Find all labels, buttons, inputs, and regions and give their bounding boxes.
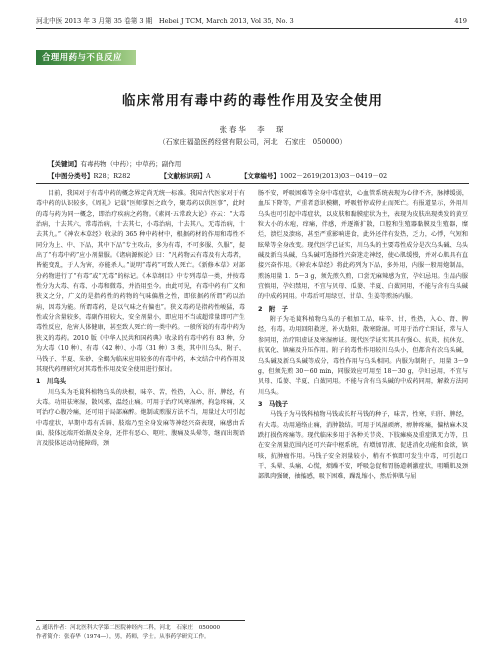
doc-code-value: A: [206, 172, 211, 180]
section-heading: 2 附 子: [258, 304, 289, 313]
article-id-item: [241, 172, 401, 180]
footnote: [36, 620, 245, 641]
keywords-row: [48, 158, 463, 170]
header-divider: [36, 183, 469, 184]
section-heading: 1 川乌头: [36, 377, 67, 386]
article-id-label: 【文章编号】: [240, 172, 280, 180]
paragraph: 目前，我国对于有毒中药的概念界定尚无统一标准。我国古代医家对于有毒中药的认识较多，《周礼》记载“医师掌医之政令，聚毒药以供医事”，此时的毒与药为同一概念，即治疗疾病之药物。《素问·五常政大论》亦云：“大毒治病，十去其六，常毒治病，十去其七，小毒治病，十去其八，无毒治病，十去其九。”《神农本草经》收录的 365 种中药材中，根据药材的作用和毒性不同分为上、中、下品，其中下品“专主攻击，多为有毒，不可多服、久服”，提出了“有毒中药”应小剂量服。《诸病源候论》曰：“凡药物云有毒及有大毒者，皆能变乱，于人为害，亦能杀人。”说明“毒药”可致人死亡。《新修本草》对部分药物进行了“有毒”或“无毒”的标记。《本草纲目》中专列毒草一类，并按毒性分为大毒、有毒、小毒和微毒，并沿用至今。由此可见，有毒中药有广义和狭义之分，广义的是指药性的药物的气味偏胜之性，即依据药所谓“药以治病，因毒为能。所谓毒药，是以气味之有偏也”。狭义毒药是指药性峻猛，毒性或分含量较多，毒副作用较大，安全剂量小，即应用不当或超常量即可产生毒性反应，危害人体健康，甚至致人死亡的一类中药。一般所说的有毒中药为狭义的毒药。2010 版《中华人民共和国药典》收录的有毒中药有 83 种，分为大毒（10 种）、有毒（42 种）、小毒（31 种）3 类，其中川乌头、附子、马钱子、半夏、朱砂、全蝎为临床应用较多的有毒中药，本文结合中药作用及其现代药理研究对其毒性作用及安全使用进行探讨。: [36, 190, 245, 373]
doc-code-item: [161, 172, 225, 180]
left-text-column: [36, 189, 245, 450]
article-id-value: 1002－2619(2013)03－0419－02: [279, 172, 388, 180]
author-affiliation: （石家庄福盈医药经营有限公司，河北 石家庄 050000）: [158, 138, 347, 146]
doc-code-label: 【文献标识码】: [160, 172, 207, 180]
running-header: [36, 14, 469, 29]
section-banner: 合理用药与不良反应: [36, 50, 136, 65]
keywords-text: 有毒药物（中药）；中草药；副作用: [80, 160, 182, 168]
article-authors: 张春华 李 琛: [219, 125, 286, 134]
article-title: 临床常用有毒中药的毒性作用及安全使用: [122, 93, 383, 109]
clc-item: [48, 172, 144, 180]
paragraph: 川乌头为毛茛科植物乌头的块根，味辛、苦，性热，入心、肝、脾经，有大毒。功用祛寒湿，散风邪，温经止痛。可用于治疗风寒湿痹，拘急疼痛，又可治疗心腹冷痛，还可用于局部麻醉。炮制或煎服方法不当，用量过大可引起中毒症状，早期中毒有舌唇、肢端乃至全身发麻等神经兴奋表现，麻感由舌面、肢体远端开始渐及全身，还伴有恶心、呕吐、腹痛及头晕等，继而出现语言及肢体运动功能障碍，颈: [36, 388, 245, 448]
paragraph: 附子为毛茛科植物乌头的子根加工品，味辛、甘，性热，入心、肾、脾经，有毒。功用回阳救逆，补火助阳，散寒除湿。可用于治疗亡阳证，常与人参同用，治疗阳虚证及寒湿痹证。现代医学证实其具有强心、抗炎、抗休克、抗氧化、镇痛及升压作用。附子的毒性作用较川乌头小，但都含有次乌头碱，乌头碱及新乌头碱等成分，毒性作用与乌头相同。内服为制附子，用量 3～9 g，但须先煎 30～60 min，同服效应可用至 18～30 g，孕妇忌用，不宜与贝母、瓜蒌、半夏、白蔹同用。不能与含有乌头碱的中成药同用，解救方法同川乌头。: [258, 316, 468, 396]
keywords-label: 【关键词】: [48, 160, 81, 168]
right-text-column: [258, 189, 468, 483]
paragraph: 马钱子为马钱科植物马钱或长籽马钱的种子，味苦，性寒，归肝、脾经，有大毒。功用通络止痛，消肿散结。可用于风湿顽痹，痹肿疼痛，偏枯麻木及跌打损伤疼痛等。现代临床多用于各种关节炎、下肢瘫痪及重症肌无力等，且在安全剂量范围内还可兴奋中枢系统，有增加胃液、促进消化功能和食欲，镇咳，抗肿瘤作用。马钱子安全剂量较小，稍有不慎即可发生中毒，可引起口干、头晕、头痛、心慌，烦躁不安，呼吸急促和胃肠道刺激症状，咀嚼肌及颈部肌肉强硬，抽搐感，吸下困难，躁乱缩小，然后伸肌与屈: [258, 411, 468, 481]
classification-row: [48, 170, 463, 182]
footnote-affiliation: △ 通讯作者：河北医科大学第二医院神经内二科，河北 石家庄 050000: [36, 625, 221, 631]
page-number: 419: [454, 17, 467, 25]
section-heading: 3 马钱子: [258, 399, 289, 408]
clc-label: 【中图分类号】: [48, 172, 94, 180]
journal-citation: 河北中医 2013 年 3 月第 35 卷第 3 期 Hebei J TCM, March 2013, Vol 35, No. 3: [36, 17, 294, 25]
paragraph: 肠不安，呼吸困难等全身中毒症状，心血管系统表现为心律不齐，脉搏缓弱，血压下降等，严重者意识模糊，呼吸暂停或停止而死亡。有报道显示，外用川乌头也可引起中毒症状，以皮肤和黏膜症状为主，表现为皮肤出现类发的黄豆粒大小的水疱，痒痛，伴感，并逐渐扩散，口腔和生殖器黏膜及生殖器，糜烂，溃烂及溃疡，甚至严重影响进食，此外还伴有发热，乏力，心悸，气短和眩晕等全身改变。现代医学已证实，川乌头的主要毒性成分是次乌头碱、乌头碱及新乌头碱，乌头碱可选择性兴奋迷走神经，使心肌缓慢，并对心肌具有直接兴奋作用。《神农本草经》将此药列为下品，多外用，内服一般用炮制品，煎汤用量 1．5～3 g，须先煎久煎，口尝无麻辣感为宜，孕妇忌用。生品内服宜慎用，孕妇禁用，不宜与贝母、瓜蒌、半夏、白蔹同用，不能与含有乌头碱的中成药同用。中毒后可用绿豆、甘草、生姜等煎汤内服。: [258, 190, 468, 301]
footnote-author-bio: 作者简介：张春华（1974—），男，药师，学士。从事药学研究工作。: [36, 633, 210, 640]
keywords-block: [48, 158, 463, 182]
clc-value: R28；R282: [93, 172, 131, 180]
